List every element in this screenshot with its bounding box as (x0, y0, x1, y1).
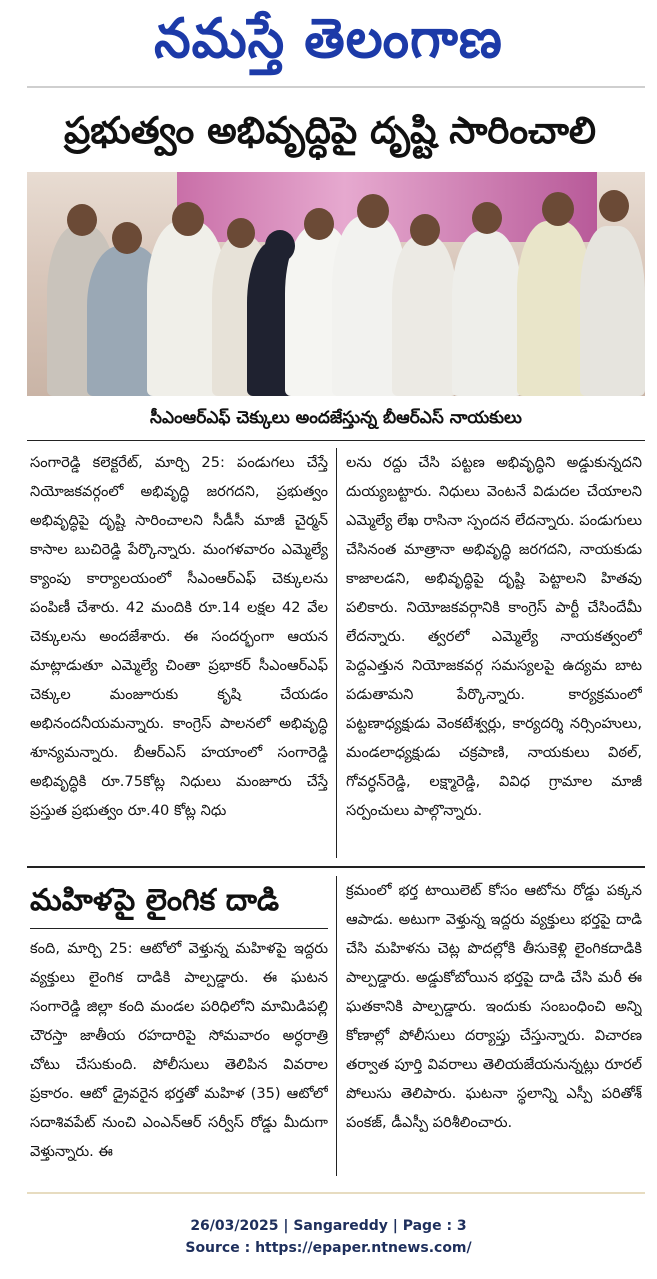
article1-column-left: సంగారెడ్డి కలెక్టరేట్, మార్చి 25: పండుగలు చేస్తే నియోజకవర్గంలో అభివృద్ధి జరగదని, ప్రభుత్వం అభివృద్ధిపై దృష్టి సారించాలని సీడీసీ మాజీ చైర్మన్ కాసాల బుచిరెడ్డి పేర్కొన్నారు. మంగళవారం ఎమ్మెల్యే క్యాంపు కార్యాలయంలో సీఎంఆర్ఎఫ్ చెక్కులను పంపిణీ చేశారు. 42 మందికి రూ.14 లక్షల 42 వేల చెక్కులను అందజేశారు. ఈ సందర్భంగా ఆయన మాట్లాడుతూ ఎమ్మెల్యే చింతా ప్రభాకర్ సీఎంఆర్ఎఫ్ చెక్కుల మంజూరుకు కృషి చేయడం అభినందనీయమన్నారు. కాంగ్రెస్ పాలనలో అభివృద్ధి శూన్యమన్నారు. బీఆర్ఎస్ హయాంలో సంగారెడ్డి అభివృద్ధికి రూ.75కోట్ల నిధులు మంజూరు చేస్తే ప్రస్తుత ప్రభుత్వం రూ.40 కోట్ల నిధు (30, 454, 328, 819)
masthead-title: నమస్తే తెలంగాణ (154, 7, 503, 71)
photo-head (357, 194, 389, 228)
photo-head (265, 230, 295, 262)
article1-column-divider (336, 448, 337, 858)
photo-person (580, 226, 645, 396)
photo-head (599, 190, 629, 222)
photo-head (542, 192, 574, 226)
photo-head (410, 214, 440, 246)
photo-head (472, 202, 502, 234)
article1-photo (27, 172, 645, 396)
article2-column-left: కంది, మార్చి 25: ఆటోలో వెళ్తున్న మహిళపై ఇద్దరు వ్యక్తులు లైంగిక దాడికి పాల్పడ్డారు. ఈ ఘటన సంగారెడ్డి జిల్లా కంది మండల పరిధిలోని మామిడిపల్లి చౌరస్తా జాతీయ రహదారిపై సోమవారం అర్ధరాత్రి చోటు చేసుకుంది. పోలీసులు తెలిపిన వివరాల ప్రకారం. ఆటో డ్రైవరైన భర్తతో మహిళ (35) ఆటోలో సదాశివపేట్ నుంచి ఎంఎన్ఆర్ సర్వీస్ రోడ్డు మీదుగా వెళ్తున్నారు. ఈ (30, 940, 328, 1160)
article2-column-divider (336, 876, 337, 1176)
article1-photo-caption: సీఎంఆర్ఎఫ్ చెక్కులు అందజేస్తున్న బీఆర్ఎస్ నాయకులు (150, 408, 522, 428)
footer-divider (27, 1192, 645, 1194)
photo-head (112, 222, 142, 254)
article2-headline: మహిళపై లైంగిక దాడి (30, 883, 280, 918)
masthead (0, 6, 657, 72)
photo-head (67, 204, 97, 236)
photo-head (304, 208, 334, 240)
masthead-divider (27, 86, 645, 88)
footer-source: Source : https://epaper.ntnews.com/ (185, 1240, 472, 1256)
article1-headline: ప్రభుత్వం అభివృద్ధిపై దృష్టి సారించాలి (63, 109, 597, 152)
footer-date-edition: 26/03/2025 | Sangareddy | Page : 3 (190, 1218, 467, 1234)
photo-head (227, 218, 255, 248)
article1-column-right: లను రద్దు చేసి పట్టణ అభివృద్ధిని అడ్డుకున్నదని దుయ్యబట్టారు. నిధులు వెంటనే విడుదల చేయాలని ఎమ్మెల్యే లేఖ రాసినా స్పందన లేదన్నారు. పండుగులు చేసినంత మాత్రానా అభివృద్ధి జరగదని, నాయకుడు కాజాలడని, అభివృద్ధిపై దృష్టి పెట్టాలని హితవు పలికారు. నియోజకవర్గానికి కాంగ్రెస్ పార్టీ చేసిందేమీ లేదన్నారు. త్వరలో ఎమ్మెల్యే నాయకత్వంలో పెద్దఎత్తున నియోజకవర్గ సమస్యలపై ఉద్యమ బాట పడుతామని పేర్కొన్నారు. కార్యక్రమంలో పట్టణాధ్యక్షుడు వెంకటేశ్వర్లు, కార్యదర్శి నర్సింహులు, మండలాధ్యక్షుడు చక్రపాణి, నాయకులు విఠల్, గోవర్ధన్‌రెడ్డి, లక్ష్మారెడ్డి, వివిధ గ్రామాల మాజీ సర్పంచులు పాల్గొన్నారు. (346, 454, 642, 819)
caption-divider (27, 440, 645, 441)
photo-head (172, 202, 204, 236)
subhead-divider (30, 928, 328, 929)
photo-person (392, 236, 457, 396)
article2-column-right: క్రమంలో భర్త టాయిలెట్ కోసం ఆటోను రోడ్డు పక్కన ఆపాడు. అటుగా వెళ్తున్న ఇద్దరు వ్యక్తులు భర్తపై దాడి చేసి మహిళను చెట్ల పొదల్లోకి తీసుకెళ్లి లైంగికదాడికి పాల్పడ్డారు. అడ్డుకోబోయిన భర్తపై దాడి చేసి మరీ ఈ ఘతకానికి పాల్పడ్డారు. ఇందుకు సంబంధించి అన్ని కోణాల్లో పోలీసులు దర్యాప్తు చేస్తున్నారు. విచారణ తర్వాత పూర్తి వివరాలు తెలియజేయనున్నట్లు రూరల్ పోలుసు తెలిపారు. ఘటనా స్థలాన్ని ఎస్పీ పరితోశ్ పంకజ్, డీఎస్పీ పరిశీలించారు. (346, 882, 642, 1131)
photo-person (452, 231, 522, 396)
article-divider (27, 866, 645, 868)
